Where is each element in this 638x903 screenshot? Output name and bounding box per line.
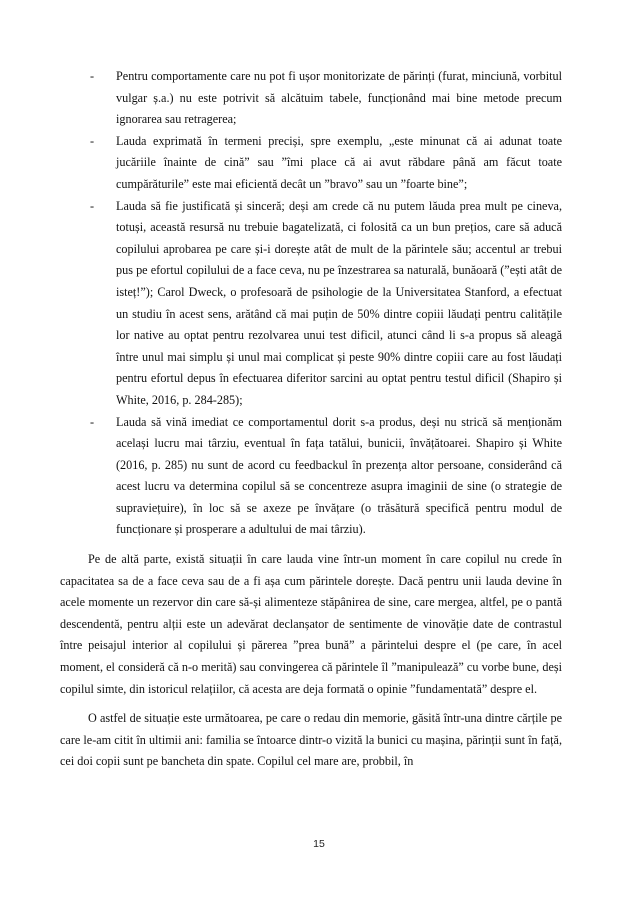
bullet-item	[88, 196, 562, 412]
bullet-text: Lauda exprimată în termeni preciși, spre exemplu, „este minunat că ai adunat toate jucăriile înainte de cină” sau ”îmi place că ai avut răbdare până am făcut toate cumpărăturile” este mai eficientă decât un ”bravo” sau un ”foarte bine”;	[116, 133, 562, 191]
body-paragraph: Pe de altă parte, există situații în care lauda vine într-un moment în care copilul nu crede în capacitatea sa de a face ceva sau de a fi așa cum părintele dorește. Dacă pentru unii lauda devine în acele momente un rezervor din care să-și alimenteze stăpânirea de sine, care mergea, altfel, pe o pantă descendentă, pentru alții este un adevărat declanșator de sentimente de vinovăție date de contrastul între peisajul interior al copilului și părerea ”prea bună” a părintelui despre el (pe care, în acel moment, el consideră că n-o merită) sau convingerea că părintele îl ”manipulează” cu vorbe bune, deși copilul simte, din istoricul relațiilor, că acesta are deja formată o opinie ”fundamentată” despre el.	[60, 552, 562, 696]
body-paragraph: O astfel de situație este următoarea, pe care o redau din memorie, găsită într-una dintre cărțile pe care le-am citit în ultimii ani: familia se întoarce dintr-o vizită la bunici cu mașina, părinții sunt în față, cei doi copii sunt pe bancheta din spate. Copilul cel mare are, probbil, în	[60, 711, 562, 769]
bullet-marker: -	[90, 69, 95, 83]
bullet-item	[88, 412, 562, 542]
bullet-item	[88, 66, 562, 131]
bullet-list	[88, 66, 562, 541]
bullet-item	[88, 131, 562, 196]
bullet-text: Pentru comportamente care nu pot fi ușor monitorizate de părinți (furat, minciună, vorbitul vulgar ș.a.) nu este potrivit să alcătuim tabele, funcționând mai bine metode precum ignorarea sau retragerea;	[116, 69, 562, 127]
bullet-text: Lauda să fie justificată și sinceră; deși am crede că nu putem lăuda prea mult pe cineva, totuși, această resursă nu trebuie bagatelizată, ci folosită ca un bun prețios, care să aducă copilului aprobarea pe care și-i dorește atât de mult de la părintele său; accentul ar trebui pus pe efortul copilului de a face ceva, nu pe înzestrarea sa naturală, bunăoară (”ești atât de isteț!”); Carol Dweck, o profesoară de psihologie de la Universitatea Stanford, a efectuat un studiu în acest sens, arătând că mai puțin de 50% dintre copiii lăudați pentru calitățile lor native au optat pentru rezolvarea unui test dificil, atunci când li s-a propus să aleagă între unul mai simplu și unul mai complicat și peste 90% dintre copiii care au fost lăudați pentru efortul depus în efectuarea diferitor sarcini au optat pentru testul dificil (Shapiro și White, 2016, p. 284-285);	[116, 198, 562, 407]
bullet-marker: -	[90, 414, 95, 429]
bullet-marker: -	[90, 133, 95, 148]
page-body	[60, 66, 562, 773]
page-number: 15	[313, 838, 325, 850]
bullet-text: Lauda să vină imediat ce comportamentul dorit s-a produs, deși nu strică să menționăm același lucru mai târziu, eventual în fața tatălui, bunicii, învățătoarei. Shapiro și White (2016, p. 285) nu sunt de acord cu feedbackul în prezența altor persoane, considerând că acest lucru va determina copilul să se concentreze asupra imaginii de sine (o strategie de supraviețuire), în loc să se axeze pe învățare (o trăsătură specifică pentru modul de funcționare și prosperare a adultului de mai târziu).	[116, 414, 562, 537]
bullet-marker: -	[90, 198, 95, 213]
